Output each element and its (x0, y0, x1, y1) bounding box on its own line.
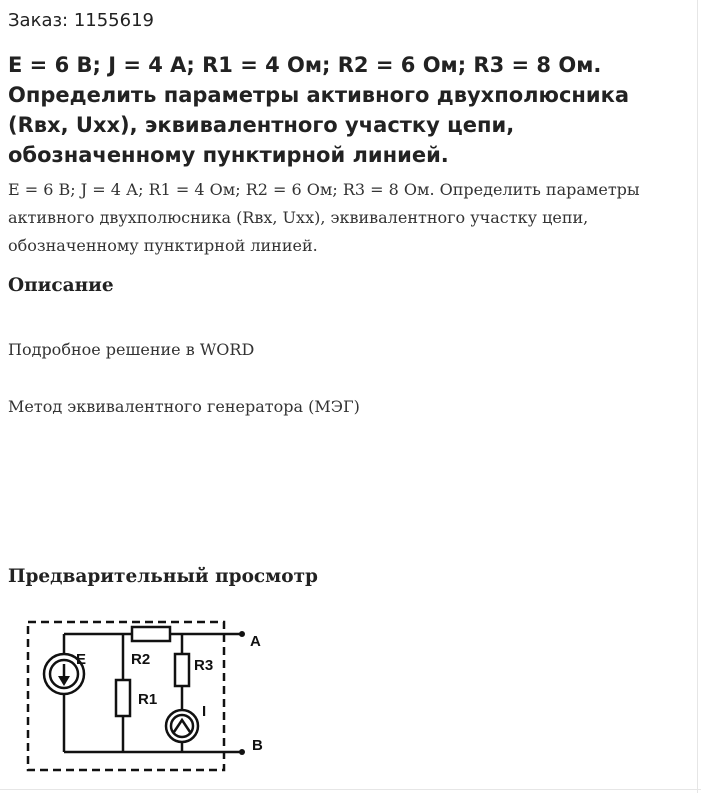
description-line-1: Подробное решение в WORD (8, 340, 255, 359)
label-r2: R2 (131, 651, 151, 668)
label-e: E (76, 651, 87, 668)
task-text: E = 6 В; J = 4 А; R1 = 4 Ом; R2 = 6 Ом; R3 = 8 Ом. Определить параметры активного двухполюсника (Rвх, Uхх), эквивалентного участку цепи, обозначенному пунктирной линией. (8, 180, 640, 255)
frame-border-right (697, 0, 698, 793)
resistor-r2 (132, 627, 170, 641)
task-title: E = 6 В; J = 4 А; R1 = 4 Ом; R2 = 6 Ом; R3 = 8 Ом. Определить параметры активного двухполюсника (Rвх, Uхх), эквивалентного участку цепи, обозначенному пунктирной линией. (8, 53, 630, 167)
resistor-r3 (175, 654, 189, 686)
description-heading: Описание (8, 275, 114, 296)
dashed-boundary (28, 622, 224, 770)
label-a: A (250, 633, 261, 650)
circuit-diagram (20, 612, 280, 777)
resistor-r1 (116, 680, 130, 716)
description-line-2: Метод эквивалентного генератора (МЭГ) (8, 397, 360, 416)
preview-heading: Предварительный просмотр (8, 566, 318, 587)
label-r1: R1 (138, 691, 158, 708)
order-number: Заказ: 1155619 (8, 10, 154, 31)
label-b: B (252, 737, 263, 754)
frame-border-bottom (0, 789, 701, 790)
label-r3: R3 (194, 657, 214, 674)
label-i: I (202, 703, 207, 720)
